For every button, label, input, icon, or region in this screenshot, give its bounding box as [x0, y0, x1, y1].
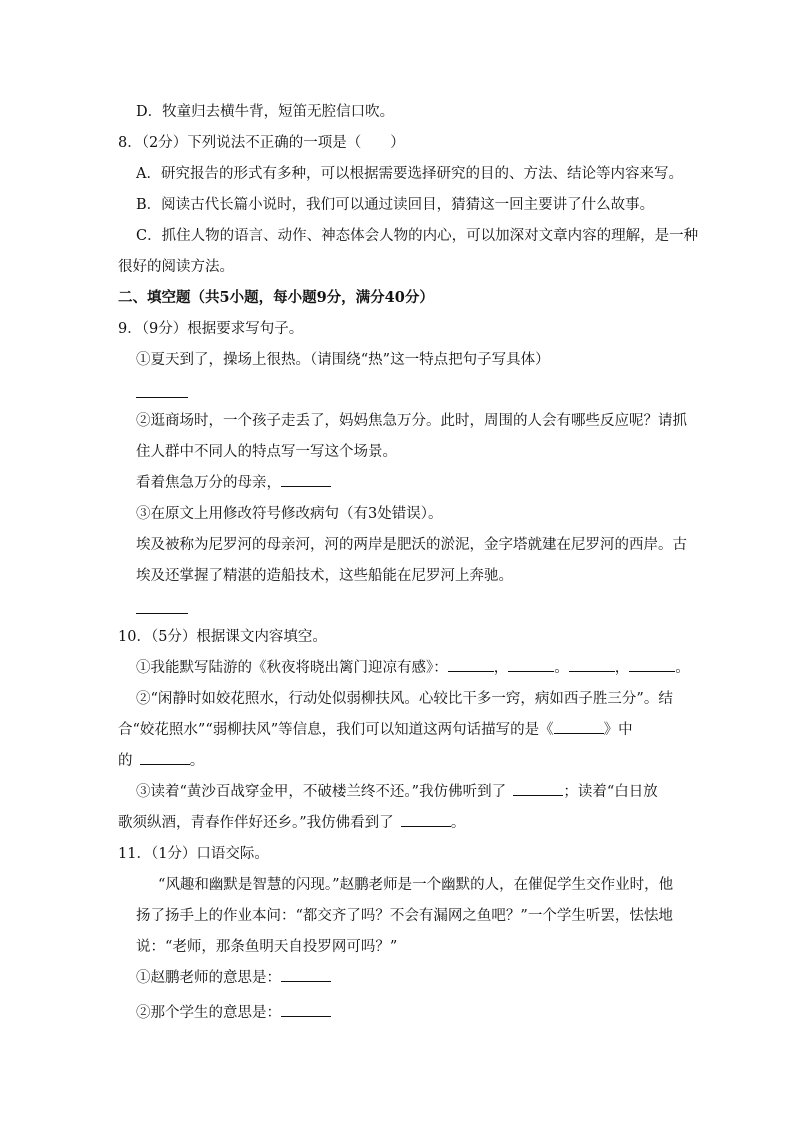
section-heading: 二、填空题（共5小题，每小题9分，满分40分）	[118, 289, 434, 306]
q9-stem: 9．（9分）根据要求写句子。	[118, 321, 304, 337]
q9-part3: ③在原文上用修改符号修改病句（有3处错误）。	[136, 506, 443, 522]
q9-part2-line3	[136, 473, 676, 493]
q11-answer-1-blank[interactable]	[281, 969, 331, 982]
q11-passage-line3: 说：“老师，那条鱼明天自投罗网可吗？”	[136, 939, 398, 955]
q10-blank-3[interactable]	[569, 659, 615, 672]
q10-part3-prompt-b: 歌须纵酒，青春作伴好还乡。”我仿佛看到了	[118, 815, 394, 831]
q10-part3-prompt-a: ③读着“黄沙百战穿金甲，不破楼兰终不还。”我仿佛听到了	[136, 784, 507, 800]
q10-book-blank[interactable]	[554, 721, 604, 734]
punct-period: 。	[675, 660, 690, 676]
q8-option-b: B．阅读古代长篇小说时，我们可以通过读回目，猜猜这一回主要讲了什么故事。	[136, 197, 655, 213]
punct-period: 。	[554, 660, 569, 676]
q9-part2-answer-blank[interactable]	[281, 474, 331, 487]
q9-part2-line2: 住人群中不同人的特点写一写这个场景。	[136, 444, 397, 460]
q11-answer-2-prompt: ②那个学生的意思是：	[136, 1005, 281, 1021]
q10-part2-line2	[118, 720, 678, 740]
q9-part3-passage-line1: 埃及被称为尼罗河的母亲河，河的两岸是肥沃的淤泥，金字塔就建在尼罗河的西岸。古	[136, 537, 687, 553]
punct-comma: ，	[614, 660, 630, 676]
q10-character-blank[interactable]	[140, 752, 190, 765]
q8-option-c-line1: C．抓住人物的语言、动作、神态体会人物的内心，可以加深对文章内容的理解，是一种	[136, 228, 699, 244]
q11-answer-1-prompt: ①赵鹏老师的意思是：	[136, 970, 281, 986]
q10-part1-prompt: ①我能默写陆游的《秋夜将晓出篱门迎凉有感》：	[136, 660, 448, 676]
q9-part2-prompt: 看着焦急万分的母亲，	[136, 475, 281, 491]
q10-part2-suffix: 》中	[603, 722, 633, 738]
q10-part2-of: 的	[118, 753, 133, 769]
q11-passage-line2: 扬了扬手上的作业本问：“都交齐了吗？不会有漏网之鱼吧？”一个学生听罢，怯怯地	[136, 908, 673, 924]
q10-part3-mid: ；读着“白日放	[563, 784, 658, 800]
q7-option-d: D．牧童归去横牛背，短笛无腔信口吹。	[136, 104, 395, 120]
q10-blank-1[interactable]	[448, 659, 494, 672]
q10-blank-4[interactable]	[629, 659, 675, 672]
q11-stem: 11．（1分）口语交际。	[118, 846, 269, 862]
q9-part2-line1: ②逛商场时，一个孩子走丢了，妈妈焦急万分。此时，周围的人会有哪些反应呢？请抓	[136, 413, 687, 429]
q10-stem: 10．（5分）根据课文内容填空。	[118, 629, 327, 645]
q10-part3-line2	[118, 813, 678, 833]
q8-stem: 8．（2分）下列说法不正确的一项是（ ）	[118, 135, 405, 151]
q10-saw-blank[interactable]	[401, 814, 451, 827]
q8-option-c-line2: 很好的阅读方法。	[118, 259, 234, 275]
punct-comma: ，	[493, 660, 509, 676]
q10-part1	[136, 658, 690, 678]
q10-part3-line1	[136, 782, 676, 802]
q10-part2-line1: ②“闲静时如姣花照水，行动处似弱柳扶风。心较比干多一窍，病如西子胜三分”。结	[136, 691, 673, 707]
q11-answer-2-blank[interactable]	[281, 1004, 331, 1017]
q9-part1: ①夏天到了，操场上很热。（请围绕“热”这一特点把句子写具体）	[136, 352, 550, 368]
punct-period: 。	[450, 815, 466, 831]
q10-part2-prompt: 合“姣花照水”“弱柳扶风”等信息，我们可以知道这两句话描写的是《	[118, 722, 554, 738]
q11-passage-line1: “风趣和幽默是智慧的闪现。”赵鹏老师是一个幽默的人，在催促学生交作业时，他	[158, 877, 674, 893]
q11-answer-2	[136, 1003, 676, 1023]
q9-part3-answer-blank[interactable]	[136, 613, 188, 614]
q10-blank-2[interactable]	[508, 659, 554, 672]
q8-option-a: A．研究报告的形式有多种，可以根据需要选择研究的目的、方法、结论等内容来写。	[136, 166, 683, 182]
q9-part3-passage-line2: 埃及还掌握了精湛的造船技术，这些船能在尼罗河上奔驰。	[136, 568, 513, 584]
q10-part2-line3	[118, 751, 678, 771]
q11-answer-1	[136, 968, 676, 988]
q10-heard-blank[interactable]	[513, 783, 563, 796]
q9-part1-answer-blank[interactable]	[136, 397, 188, 398]
punct-period: 。	[189, 753, 205, 769]
